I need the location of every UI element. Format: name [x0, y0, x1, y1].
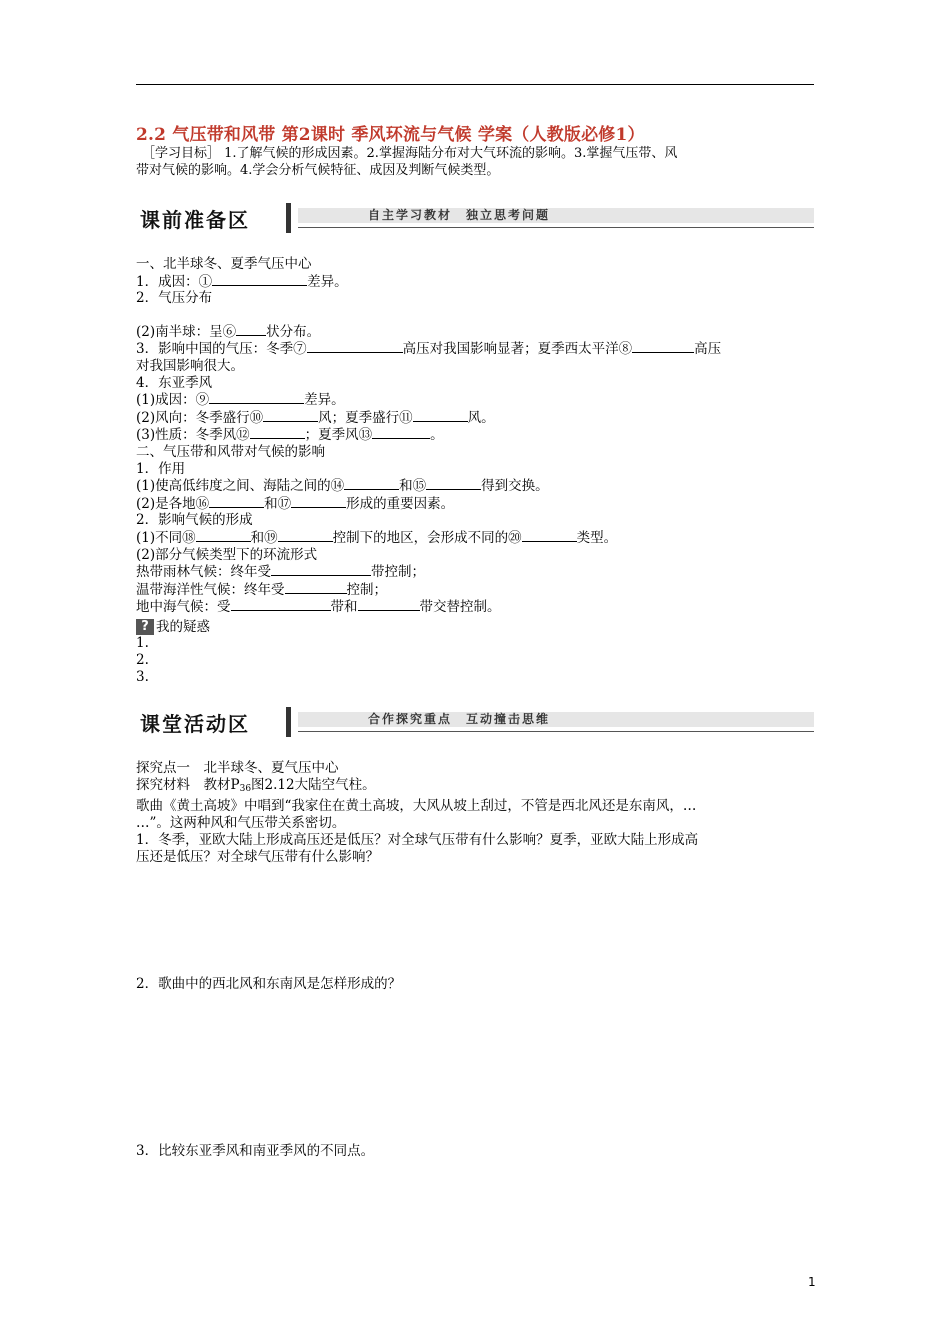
fill-line: (1)不同⑱ 和⑲ 控制下的地区，会形成不同的⑳ 类型。 — [136, 529, 618, 546]
banner-label: 课前准备区 — [140, 208, 250, 232]
class-section — [136, 760, 826, 866]
fill-blank[interactable] — [231, 598, 331, 611]
section-banner-prep — [136, 202, 814, 236]
page-number: 1 — [808, 1275, 816, 1289]
text-line: 2．气压分布 — [136, 290, 213, 307]
doubt-row — [136, 619, 826, 636]
fill-line: (2)风向：冬季盛行⑩ 风；夏季盛行⑪ 风。 — [136, 409, 495, 426]
inquiry-point: 探究点一 北半球冬、夏气压中心 — [136, 760, 339, 776]
banner-divider — [286, 707, 291, 737]
fill-line: (2)是各地⑯ 和⑰ 形成的重要因素。 — [136, 495, 455, 512]
fill-blank[interactable] — [307, 340, 403, 353]
section-banner-class — [136, 706, 814, 740]
fill-blank[interactable] — [285, 581, 347, 594]
fill-blank[interactable] — [413, 409, 468, 422]
question-2: 2．歌曲中的西北风和东南风是怎样形成的？ — [136, 976, 402, 992]
doubt-item: 1. — [136, 635, 149, 652]
fill-blank[interactable] — [344, 477, 399, 490]
heading-one: 一、北半球冬、夏季气压中心 — [136, 256, 312, 272]
header-rule — [136, 84, 814, 85]
fill-line: (1)使高低纬度之间、海陆之间的⑭ 和⑮ 得到交换。 — [136, 478, 549, 495]
fill-blank[interactable] — [236, 323, 266, 336]
fill-blank[interactable] — [196, 529, 251, 542]
goals-line-1: ［学习目标］ 1.了解气候的形成因素。2.掌握海陆分布对大气环流的影响。3.掌握气压带、风 — [142, 146, 678, 161]
question-1-cont: 压还是低压？对全球气压带有什么影响？ — [136, 849, 379, 865]
doubt-label: 我的疑惑 — [156, 618, 210, 635]
text-line: 1．作用 — [136, 460, 186, 477]
fill-blank[interactable] — [291, 495, 346, 508]
fill-line: 3．影响中国的气压：冬季⑦ 高压对我国影响显著；夏季西太平洋⑧ 高压 — [136, 341, 722, 358]
fill-line: 热带雨林气候：终年受 带控制； — [136, 564, 425, 581]
banner-subtitle: 自主学习教材 独立思考问题 — [368, 208, 551, 222]
fill-line: (1)成因：⑨ 差异。 — [136, 392, 345, 409]
inquiry-material: 探究材料 教材P36图2.12大陆空气柱。 — [136, 777, 376, 794]
banner-underline — [298, 731, 814, 732]
song-text-cont: …”。这两种风和气压带关系密切。 — [136, 815, 346, 831]
fill-blank[interactable] — [278, 529, 333, 542]
doubt-item: 2. — [136, 652, 149, 669]
goals-line-2: 带对气候的影响。4.学会分析气候特征、成因及判断气候类型。 — [136, 163, 500, 178]
fill-blank[interactable] — [522, 529, 577, 542]
fill-blank[interactable] — [632, 340, 694, 353]
banner-subtitle: 合作探究重点 互动撞击思维 — [368, 712, 551, 726]
doubt-item: 3. — [136, 668, 149, 685]
text-line: 4．东亚季风 — [136, 374, 213, 391]
text-line: (2)部分气候类型下的环流形式 — [136, 546, 318, 563]
fill-line: 1．成因：① 差异。 — [136, 273, 348, 290]
fill-blank[interactable] — [271, 563, 371, 576]
prep-section — [136, 256, 826, 685]
learning-goals — [136, 145, 816, 179]
spacer — [136, 307, 826, 323]
text-line: 对我国影响很大。 — [136, 357, 244, 374]
song-text: 歌曲《黄土高坡》中唱到“我家住在黄土高坡，大风从坡上刮过，不管是西北风还是东南风，… — [136, 798, 697, 814]
fill-line: (3)性质：冬季风⑫ ；夏季风⑬ 。 — [136, 427, 444, 444]
fill-blank[interactable] — [426, 477, 481, 490]
fill-line: 温带海洋性气候：终年受 控制； — [136, 581, 387, 598]
fill-blank[interactable] — [250, 426, 305, 439]
fill-blank[interactable] — [358, 598, 420, 611]
fill-blank[interactable] — [209, 391, 304, 404]
text-line: 2．影响气候的形成 — [136, 512, 253, 529]
fill-line: 地中海气候：受 带和 带交替控制。 — [136, 599, 501, 616]
question-icon: ? — [136, 619, 154, 635]
banner-divider — [286, 203, 291, 233]
fill-blank[interactable] — [372, 426, 430, 439]
question-3: 3．比较东亚季风和南亚季风的不同点。 — [136, 1143, 375, 1159]
question-1: 1．冬季，亚欧大陆上形成高压还是低压？对全球气压带有什么影响？夏季，亚欧大陆上形成高 — [136, 832, 699, 848]
heading-two: 二、气压带和风带对气候的影响 — [136, 443, 325, 460]
fill-blank[interactable] — [263, 409, 318, 422]
document-title: 2.2 气压带和风带 第2课时 季风环流与气候 学案（人教版必修1） — [136, 125, 645, 145]
banner-underline — [298, 227, 814, 228]
fill-blank[interactable] — [209, 495, 264, 508]
fill-blank[interactable] — [212, 273, 307, 286]
banner-label: 课堂活动区 — [140, 712, 250, 736]
fill-line: (2)南半球：呈⑥ 状分布。 — [136, 323, 321, 340]
